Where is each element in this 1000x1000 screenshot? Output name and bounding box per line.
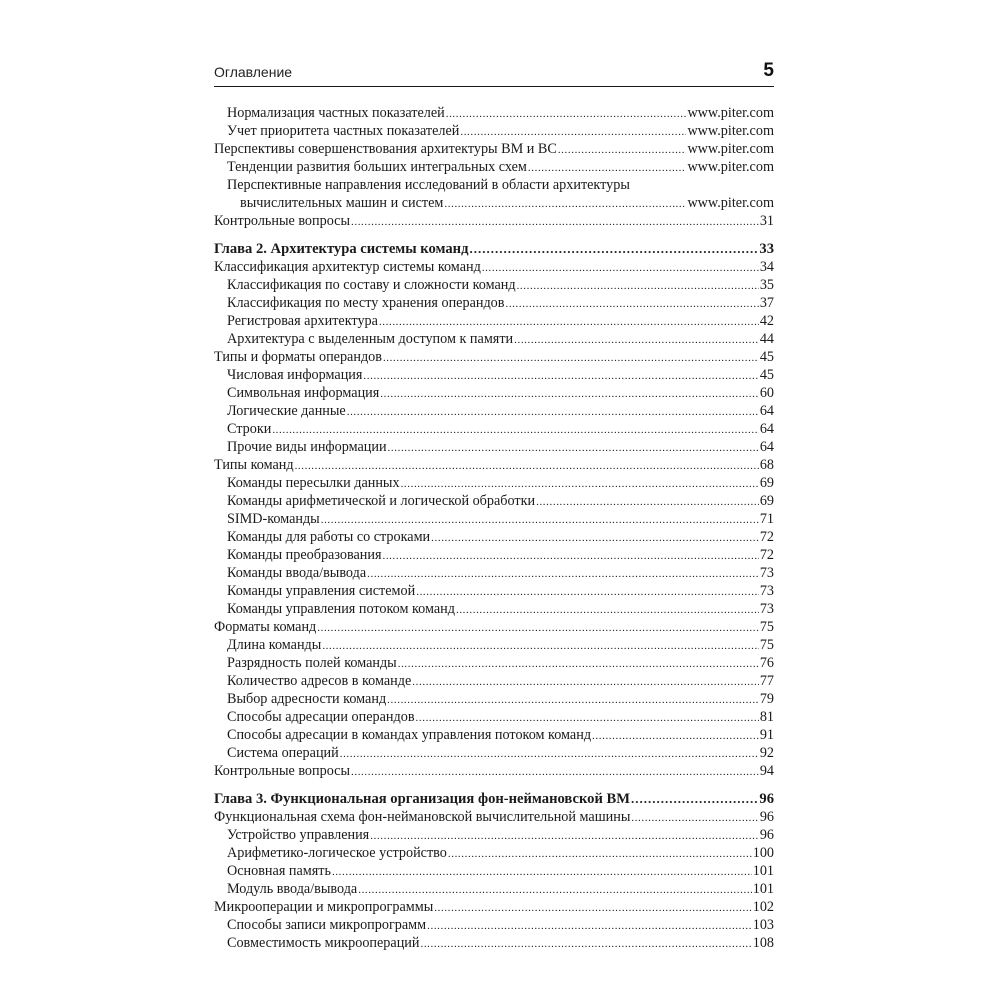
toc-entry: Модуль ввода/вывода ..... 101 xyxy=(214,880,774,898)
toc-entry: Способы адресации операндов ..... 81 xyxy=(214,708,774,726)
toc-entry: Количество адресов в команде ..... 77 xyxy=(214,672,774,690)
toc-entry: Символьная информация ..... 60 xyxy=(214,384,774,402)
toc-entry: Числовая информация ..... 45 xyxy=(214,366,774,384)
toc-entry: Выбор адресности команд ..... 79 xyxy=(214,690,774,708)
toc-entry: Прочие виды информации ..... 64 xyxy=(214,438,774,456)
toc-entry: Устройство управления ..... 96 xyxy=(214,826,774,844)
toc-entry: SIMD-команды ..... 71 xyxy=(214,510,774,528)
header-page-number: 5 xyxy=(763,60,774,81)
toc-entry: Перспективы совершенствования архитектуры ВМ и ВС ..... www.piter.com xyxy=(214,140,774,158)
toc-entry: вычислительных машин и систем ..... www.piter.com xyxy=(214,194,774,212)
toc-entry: Форматы команд ..... 75 xyxy=(214,618,774,636)
toc-entry: Логические данные ..... 64 xyxy=(214,402,774,420)
toc-entry: Совместимость микроопераций ..... 108 xyxy=(214,934,774,952)
toc-entry: Классификация по составу и сложности команд ..... 35 xyxy=(214,276,774,294)
toc-entry: Нормализация частных показателей ..... www.piter.com xyxy=(214,104,774,122)
toc-entry: Команды ввода/вывода ..... 73 xyxy=(214,564,774,582)
header-rule xyxy=(214,86,774,87)
toc-entry: Команды арифметической и логической обработки ..... 69 xyxy=(214,492,774,510)
toc-entry: Контрольные вопросы ..... 31 xyxy=(214,212,774,230)
toc-entry: Команды управления потоком команд ..... 73 xyxy=(214,600,774,618)
toc-entry: Арифметико-логическое устройство ..... 100 xyxy=(214,844,774,862)
toc-entry: Команды преобразования ..... 72 xyxy=(214,546,774,564)
toc-entry: Система операций ..... 92 xyxy=(214,744,774,762)
toc-chapter-heading: Глава 2. Архитектура системы команд ..... 33 xyxy=(214,240,774,258)
toc-entry: Учет приоритета частных показателей ..... www.piter.com xyxy=(214,122,774,140)
toc-entry: Способы адресации в командах управления потоком команд ..... 91 xyxy=(214,726,774,744)
table-of-contents xyxy=(214,104,774,952)
toc-entry: Типы и форматы операндов ..... 45 xyxy=(214,348,774,366)
toc-entry: Длина команды ..... 75 xyxy=(214,636,774,654)
toc-entry: Функциональная схема фон-неймановской вычислительной машины ..... 96 xyxy=(214,808,774,826)
toc-entry: Команды для работы со строками ..... 72 xyxy=(214,528,774,546)
toc-entry: Классификация архитектур системы команд ..... 34 xyxy=(214,258,774,276)
toc-entry-line1: Перспективные направления исследований в области архитектуры xyxy=(227,177,630,193)
running-header xyxy=(214,60,774,84)
toc-entry: Классификация по месту хранения операндов ..... 37 xyxy=(214,294,774,312)
toc-entry: Тенденции развития больших интегральных схем ..... www.piter.com xyxy=(214,158,774,176)
toc-entry: Типы команд ..... 68 xyxy=(214,456,774,474)
toc-entry: Архитектура с выделенным доступом к памяти ..... 44 xyxy=(214,330,774,348)
header-title: Оглавление xyxy=(214,64,293,80)
toc-entry: Регистровая архитектура ..... 42 xyxy=(214,312,774,330)
toc-entry: Разрядность полей команды ..... 76 xyxy=(214,654,774,672)
toc-entry: Основная память ..... 101 xyxy=(214,862,774,880)
toc-entry: Команды управления системой ..... 73 xyxy=(214,582,774,600)
toc-entry: Контрольные вопросы ..... 94 xyxy=(214,762,774,780)
toc-entry: Строки ..... 64 xyxy=(214,420,774,438)
toc-chapter-heading: Глава 3. Функциональная организация фон-неймановской ВМ ..... 96 xyxy=(214,790,774,808)
toc-entry: Команды пересылки данных ..... 69 xyxy=(214,474,774,492)
toc-entry: Способы записи микропрограмм ..... 103 xyxy=(214,916,774,934)
toc-entry: Микрооперации и микропрограммы ..... 102 xyxy=(214,898,774,916)
